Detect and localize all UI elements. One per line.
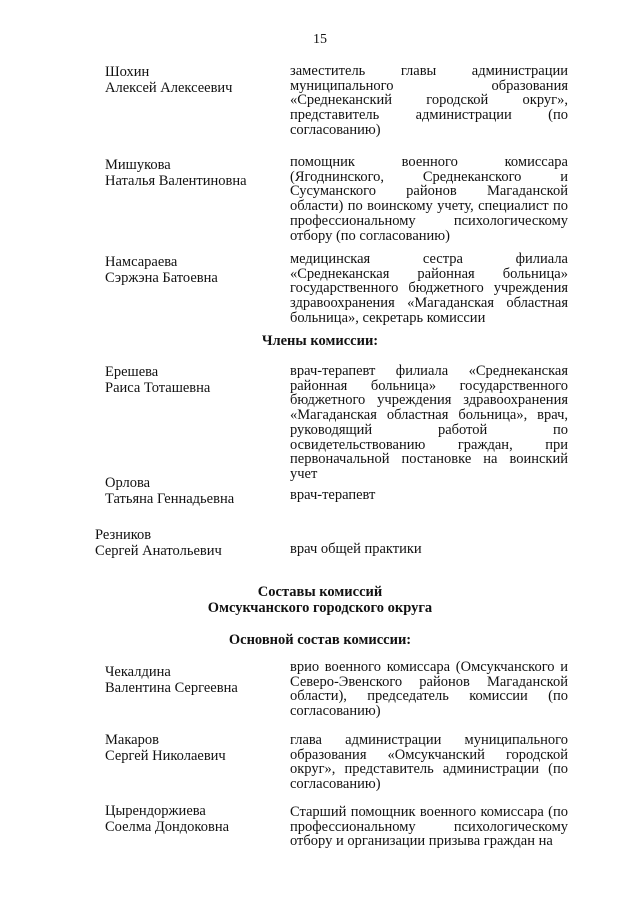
person-role: медицинская сестра филиала «Среднеканская районная больница» государственного бюджетного учреждения здравоохранения «Магаданская областная больница», секретарь комиссии — [290, 251, 568, 326]
surname: Цырендоржиева — [105, 803, 206, 819]
surname: Орлова — [105, 475, 151, 491]
person-name — [105, 475, 285, 507]
person-role: заместитель главы администрации муниципального образования «Среднеканский городской округ», представитель администрации (по согласованию) — [290, 63, 568, 138]
main-composition-heading: Основной состав комиссии: — [228, 632, 412, 648]
person-role: врач общей практики — [290, 541, 422, 557]
given-names: Сергей Анатольевич — [95, 543, 222, 559]
person-role: врач-терапевт филиала «Среднеканская районная больница» государственного бюджетного учреждения здравоохранения «Магаданская областная больница», врач, руководящий работой по освидетельствованию граждан, при первоначальной постановке на воинский учет — [290, 363, 568, 482]
section-title — [0, 584, 640, 616]
person-role: Старший помощник военного комиссара (по профессиональному психологическому отбору и организации призыва граждан на — [290, 804, 568, 850]
given-names: Валентина Сергеевна — [105, 680, 238, 696]
person-name — [105, 157, 285, 189]
given-names: Сергей Николаевич — [105, 748, 226, 764]
person-name — [105, 803, 285, 835]
surname: Чекалдина — [105, 664, 171, 680]
members-heading: Члены комиссии: — [261, 333, 379, 349]
surname: Мишукова — [105, 157, 171, 173]
given-names: Татьяна Геннадьевна — [105, 491, 235, 507]
given-names: Наталья Валентиновна — [105, 173, 247, 189]
person-name — [105, 64, 285, 96]
surname: Шохин — [105, 64, 150, 80]
given-names: Алексей Алексеевич — [105, 80, 233, 96]
section-title-line-1: Составы комиссий — [257, 584, 383, 600]
person-name — [95, 527, 275, 559]
person-name — [105, 732, 285, 764]
person-name — [105, 664, 285, 696]
surname: Резников — [95, 527, 152, 543]
person-role: врио военного комиссара (Омсукчанского и Северо-Эвенского районов Магаданской области), председатель комиссии (по согласованию) — [290, 659, 568, 720]
given-names: Соелма Дондоковна — [105, 819, 230, 835]
section-title-line-2: Омсукчанского городского округа — [207, 600, 433, 616]
person-name — [105, 364, 285, 396]
person-role: врач-терапевт — [290, 487, 376, 503]
given-names: Сэржэна Батоевна — [105, 270, 218, 286]
page-number: 15 — [313, 32, 327, 47]
person-role: глава администрации муниципального образования «Омсукчанский городской округ», представитель администрации (по согласованию) — [290, 732, 568, 793]
surname: Намсараева — [105, 254, 178, 270]
person-role: помощник военного комиссара (Ягоднинского, Среднеканского и Сусуманского районов Магаданской области) по воинскому учету, специалист по профессиональному психологическому отбору (по согласованию) — [290, 154, 568, 244]
person-name — [105, 254, 285, 286]
surname: Макаров — [105, 732, 159, 748]
surname: Ерешева — [105, 364, 159, 380]
given-names: Раиса Тоташевна — [105, 380, 211, 396]
